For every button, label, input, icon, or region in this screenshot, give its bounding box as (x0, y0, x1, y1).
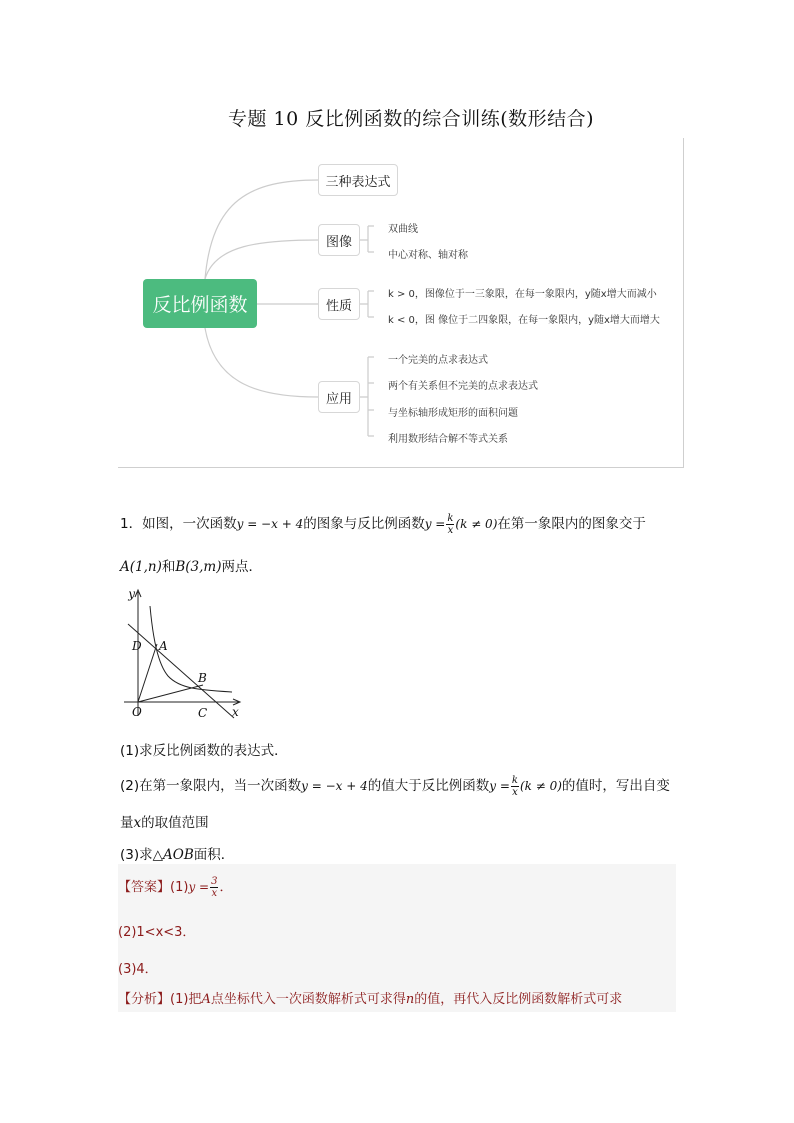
answer-3: (3)4． (118, 962, 158, 977)
mindmap-leaf: k > 0，图像位于一三象限，在每一象限内，y随x增大而减小 (388, 289, 657, 300)
point-b-label: B (198, 671, 207, 685)
point-a: A(1,n) (120, 559, 162, 575)
question-2-line: (2)在第一象限内，当一次函数y = −x + 4的值大于反比例函数y = $\frac{k}{x}$ (k ≠ 0)的值时，写出自变 (120, 774, 670, 798)
point-c-label: C (198, 706, 208, 720)
k-condition: (k ≠ 0) (455, 517, 498, 531)
fraction-3-over-x: $\frac{3}{x}$ (211, 876, 218, 899)
problem-intro-line (120, 512, 646, 536)
mindmap-leaf: 双曲线 (388, 224, 418, 235)
mindmap-branch-properties: 性质 (318, 288, 360, 320)
mindmap-branch-graph: 图像 (318, 224, 360, 256)
segment-ob (138, 685, 203, 702)
mindmap-leaf: 一个完美的点求表达式 (388, 355, 488, 366)
answer-label: 【答案】 (118, 880, 171, 895)
linear-line (128, 624, 234, 718)
point-b: B(3,m) (175, 559, 222, 575)
fraction-k-over-x: $\frac{k}{x}$ (511, 774, 518, 798)
answer-block (118, 864, 676, 1012)
analysis-line: 【分析】(1)把A点坐标代入一次函数解析式可求得n的值，再代入反比例函数解析式可求 (118, 992, 623, 1007)
question-3: (3)求△AOB面积． (120, 847, 235, 863)
question-2-continued: 量x的取值范围 (120, 815, 209, 831)
function-graph (120, 584, 250, 724)
mindmap-leaf: 与坐标轴形成矩形的面积问题 (388, 408, 518, 419)
point-a-label: A (159, 639, 168, 653)
problem-text: 在第一象限内的图象交于 (497, 516, 646, 532)
mindmap-leaf: 利用数形结合解不等式关系 (388, 434, 508, 445)
problem-points-line: A(1,n)和B(3,m)两点． (120, 559, 262, 575)
page-title: 专题 10 反比例函数的综合训练(数形结合) (228, 108, 595, 130)
answer-2: (2)1<x<3． (118, 925, 196, 940)
mindmap-branch-applications: 应用 (318, 381, 360, 413)
point-d-label: D (132, 639, 142, 653)
problem-text: 如图，一次函数 (142, 516, 237, 532)
problem-text: 的图象与反比例函数 (303, 516, 425, 532)
y-axis-label: y (128, 587, 135, 601)
mindmap-leaf: 中心对称、轴对称 (388, 250, 468, 261)
fraction-k-over-x: $\frac{k}{x}$ (447, 512, 454, 536)
k-condition: (k ≠ 0) (519, 779, 562, 793)
question-1: (1)求反比例函数的表达式． (120, 743, 288, 759)
x-axis-label: x (232, 705, 239, 719)
mindmap-leaf: 两个有关系但不完美的点求表达式 (388, 381, 538, 392)
analysis-label: 【分析】 (118, 992, 171, 1007)
mindmap-leaf: k < 0，图 像位于二四象限，在每一象限内，y随x增大而增大 (388, 315, 660, 326)
linear-equation: y = −x + 4 (301, 779, 368, 793)
answer-1: 【答案】(1)y = $\frac{3}{x}$ ． (118, 876, 233, 899)
problem-number: 1． (120, 516, 143, 532)
mindmap-root: 反比例函数 (143, 279, 257, 328)
equation-lhs: y = (424, 517, 446, 531)
equation-lhs: y = (489, 779, 510, 793)
linear-equation: y = −x + 4 (236, 517, 304, 531)
mindmap-branch-expressions: 三种表达式 (318, 164, 398, 196)
origin-label: O (132, 705, 142, 719)
